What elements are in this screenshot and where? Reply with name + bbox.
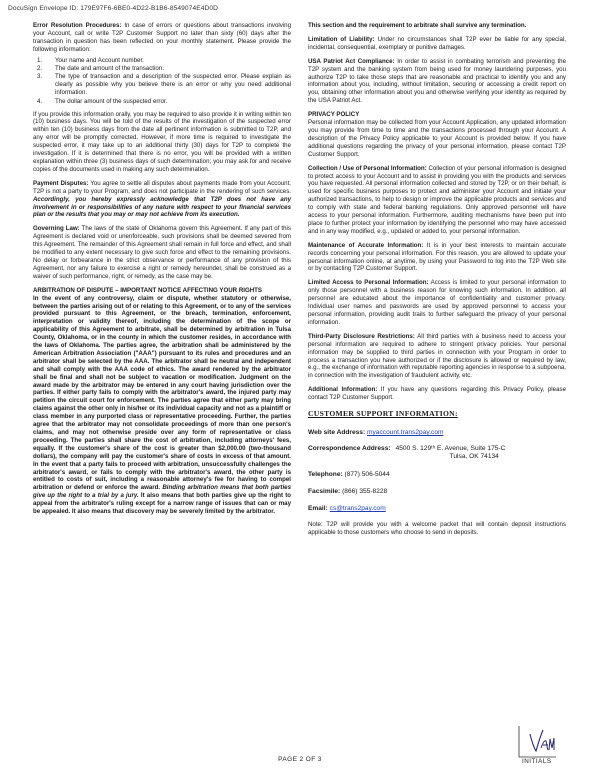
address-line-2: Tulsa, OK 74134	[449, 453, 499, 461]
right-column	[308, 22, 566, 543]
phone-row	[308, 470, 566, 479]
website-row	[308, 428, 566, 437]
limited-access-title: Limited Access to Personal Information:	[308, 279, 429, 287]
maintenance-section	[308, 242, 566, 274]
fax-row	[308, 487, 566, 496]
governing-law-text: The laws of the state of Oklahoma govern this Agreement. If any part of this Agreement is declared void or unenforceable, such provisions shall be deemed severed from this Agreement. The remainder of this Agreement shall remain in full force and effect, and shall be modified to any extent necessary to give such force and effect to the remaining provisions. No delay or forbearance in the strict observance or performance of any provision of this Agreement, nor any failure to exercise a right or remedy hereunder, shall be construed as a waiver of such performance, right, or remedy, as the case may be.	[33, 225, 291, 280]
collection-use-text: Collection of your personal information is designed to protect access to your Account and to assist in providing you with the products and services you have requested. All personal information collected and stored by T2P, or on their behalf, is used for specific business purposes to protect and administer your Account and initiate your authorized transactions, to help to design or improve the applicable products and services and to comply with state and federal banking regulations. Only approved personnel will have access to your personal information. Furthermore, auditing mechanisms have been put into place to further protect your information by identifying the personnel who may have accessed and in any way modified, e.g., updated or added to, your personal information.	[308, 164, 567, 235]
phone-value: (877) 506-5044	[344, 470, 390, 478]
list-item: 1. Your name and Account number.	[37, 56, 144, 64]
fax-label: Facsimile:	[308, 487, 341, 495]
initials-box	[516, 724, 566, 768]
email-label: Email:	[308, 504, 328, 512]
address-row	[308, 445, 566, 462]
payment-disputes-text: You agree to settle all disputes about payments made from your Account. T2P is not a party to your Program, and does not participate in the rendering of such services.	[33, 179, 291, 195]
patriot-act-text: In order to assist in combating terrorism and preventing the T2P system and the banking system from being used for money laundering purposes, you authorize T2P to take those steps that are reasonable and practical to identify you and any information about you, including, without limitation, securing or accessing a credit report on you, obtaining other information about you and otherwise verifying your identity as required by the USA Patriot Act.	[308, 57, 566, 105]
arbitration-text: In the event of any controversy, claim or dispute, whether statutory or otherwise, between the parties arising out of or relating to this Agreement, or to any of the services provided pursuant to this Agreement, or the breach, termination, enforcement, interpretation or validity thereof, including the determination of the scope or applicability of this Agreement to arbitrate, shall be determined by arbitration in Tulsa County, Oklahoma, or in the county in which the customer resides, in accordance with the laws of Oklahoma. The parties agree, the arbitration shall be administered by the American Arbitration Association ("AAA") pursuant to its rules and procedures and an arbitrator shall be selected by the AAA. The arbitrator shall be neutral and independent and shall comply with the AAA code of ethics. The award rendered by the arbitrator shall be final and shall not be subject to vacation or modification. Judgment on the award made by the arbitrator may be entered in any court having jurisdiction over the parties. If either party fails to comply with the arbitrator's award, the injured party may petition the circuit court for enforcement. The parties agree that either party may bring claims against the other only in his/her or its individual capacity and not as a plaintiff or class member in any purported class or representative proceeding. Further, the parties agree that the arbitrator may not consolidate proceedings of more than one person's claims, and may not otherwise preside over any form of representative or class proceeding. The parties shall share the cost of arbitration, including attorneys' fees, equally. If the customer's share of the cost is greater than $2,000.00 (two-thousand dollars), the company will pay the customer's share of costs in excess of that amount. In the event that a party fails to proceed with arbitration, unsuccessfully challenges the arbitrator's award, or fails to comply with the arbitrator's award, the other party is entitled to costs of suit, including a reasonable attorney's fee for having to compel arbitration or defend or enforce the award.	[33, 294, 291, 492]
list-item: 2. The date and amount of the transaction.	[37, 65, 164, 73]
governing-law-section	[33, 225, 291, 280]
left-column	[33, 22, 291, 522]
fax-value: (866) 355-8228	[342, 487, 388, 495]
email-link[interactable]: cs@trans2pay.com	[329, 504, 386, 512]
website-link[interactable]: myaccount.trans2pay.com	[367, 428, 444, 436]
address-line-1: 4500 S. 129ᵗʰ E. Avenue, Suite 175-C	[395, 444, 506, 452]
limited-access-section	[308, 279, 566, 326]
patriot-act-section	[308, 58, 566, 105]
additional-info-text: If you have any questions regarding this Privacy Policy, please contact T2P Customer Support.	[308, 386, 566, 402]
address-label: Correspondence Address:	[308, 444, 391, 452]
maintenance-text: It is in your best interests to maintain accurate records concerning your personal information. For this reason, you are allowed to update your personal information online, at anytime, by using your Password to log into the T2P Web site or by contacting T2P Customer Support.	[308, 241, 566, 273]
maintenance-title: Maintenance of Accurate Information:	[308, 241, 424, 249]
envelope-id: DocuSign Envelope ID: 179E97F6-6BE0-4D22-B1B6-8549074E4D0D	[8, 5, 218, 12]
customer-support-title: CUSTOMER SUPPORT INFORMATION:	[308, 409, 458, 419]
error-info-list	[33, 57, 291, 106]
email-row	[308, 504, 566, 513]
collection-use-title: Collection / Use of Personal Information:	[308, 164, 427, 172]
limitation-liability-text: Under no circumstances shall T2P ever be liable for any special, incidental, consequential, exemplary or punitive damages.	[308, 35, 566, 51]
payment-disputes-section	[33, 180, 291, 220]
initials-label: INITIALS	[522, 758, 552, 765]
arbitration-title: ARBITRATION OF DISPUTE – IMPORTANT NOTICE AFFECTING YOUR RIGHTS	[33, 286, 263, 294]
additional-info-title: Additional Information:	[308, 386, 378, 394]
payment-disputes-title: Payment Disputes:	[33, 179, 89, 187]
privacy-policy-text: Personal information may be collected from your Account Application, any updated information you may provide from time to time and the transactions processed through your Account. A description of the Privacy Policy applicable to your Account is provided below. If you have additional questions regarding the privacy of your personal information, please contact T2P Customer Support.	[308, 119, 566, 158]
address-value	[396, 445, 506, 462]
list-item: 3. The type of transaction and a description of the suspected error. Please explain as clearly as possible why you believe there is an error or why you need additional information.	[37, 73, 291, 97]
arbitration-tail: It also means that both parties give up the right to appeal from the arbitrator's ruling except for a narrow range of issues that can or may be appealed. It also means that discovery may be severely limited by the arbitrator.	[33, 492, 291, 516]
deposit-note: Note: T2P will provide you with a welcome packet that will contain deposit instructions applicable to those customers who choose to send in deposits.	[308, 520, 566, 536]
arbitration-section	[33, 287, 291, 516]
survival-note: This section and the requirement to arbitrate shall survive any termination.	[308, 22, 527, 29]
third-party-title: Third-Party Disclosure Restrictions:	[308, 332, 415, 340]
error-resolution-intro: In case of errors or questions about transactions involving your Account, call or write T2P Customer Support no later than sixty (60) days after the transaction in question has been reflected on your monthly statement. Please provide the following information:	[33, 22, 291, 53]
website-label: Web site Address:	[308, 428, 366, 436]
payment-disputes-emphasis: Accordingly, you hereby expressly acknowledge that T2P does not have any involvement in or responsibilities of any nature with respect to your financial services plan or the results that you may or may not achieve from its execution.	[33, 195, 291, 219]
privacy-policy-section	[308, 111, 566, 158]
error-resolution-section	[33, 22, 291, 54]
arbitration-emphasis: Binding arbitration means that both parties give up the right to a trial by a jury.	[33, 484, 291, 500]
limitation-liability-title: Limitation of Liability:	[308, 35, 375, 43]
collection-use-section	[308, 165, 566, 236]
page-number: PAGE 2 OF 3	[278, 756, 322, 763]
limited-access-text: Access is limited to your personal information to only those personnel with a business reason for knowing such information. In addition, all personnel are educated about the importance of confidentiality and customer privacy. Individual user names and passwords are used by approved personnel to access your personal information, providing audit trails to further safeguard the privacy of your personal information.	[308, 279, 566, 326]
patriot-act-title: USA Patriot Act Compliance:	[308, 57, 395, 65]
third-party-section	[308, 333, 566, 380]
limitation-liability-section	[308, 36, 566, 52]
initials-signature-icon	[516, 724, 566, 760]
error-resolution-title: Error Resolution Procedures:	[33, 22, 122, 29]
additional-info-section	[308, 386, 566, 402]
error-resolution-followup: If you provide this information orally, you may be required to also provide it in writing within ten (10) business days. You will be told of the results of the investigation of the suspected error within ten (10) business days from the date all pertinent information is submitted to T2P, and any error will be promptly corrected. However, if more time is required to investigate the suspected error, it may take up to an additional thirty (30) days for T2P to complete the investigation. If it is determined that there is no error, you will be provided with a written explanation within three (3) business days of such determination; you may ask for and receive copies of the documents used in making any such determination.	[33, 110, 291, 173]
list-item: 4. The dollar amount of the suspected error.	[37, 97, 168, 105]
governing-law-title: Governing Law:	[33, 225, 80, 233]
phone-label: Telephone:	[308, 470, 343, 478]
privacy-policy-title: PRIVACY POLICY	[308, 111, 360, 119]
third-party-text: All third parties with a business need to access your personal information are required to adhere to stringent privacy policies. Your personal information may be supplied to third parties in connection with your Program in order to process a transaction you have authorized or if the disclosure is allowed or required by law, e.g., the exchange of information with reputable reporting agencies in response to a subpoena, in connection with the investigation of fraudulent activity, etc.	[308, 332, 566, 380]
